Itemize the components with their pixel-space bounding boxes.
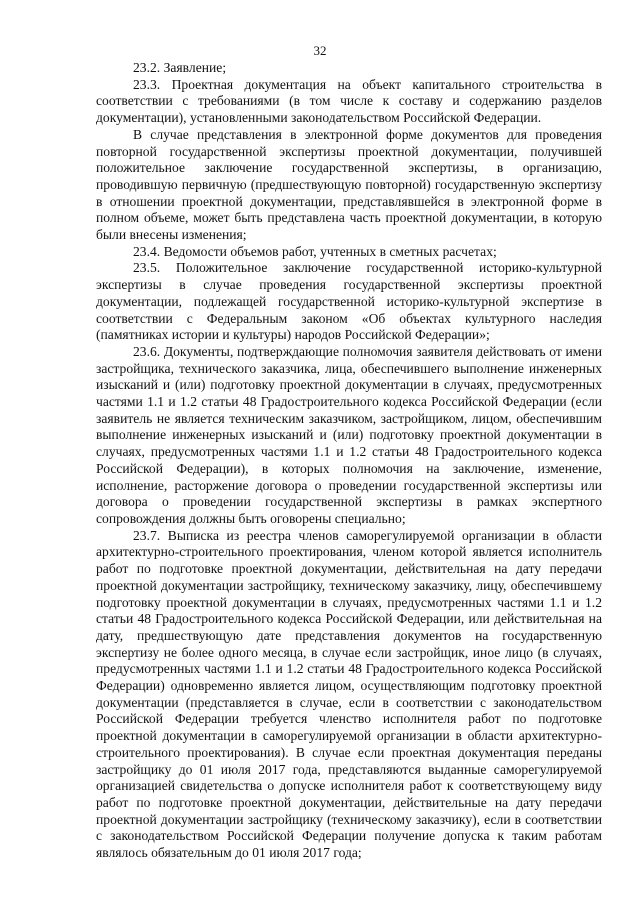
paragraph-23-2: 23.2. Заявление; xyxy=(133,60,227,75)
paragraph-23-6: 23.6. Документы, подтверждающие полномочия заявителя действовать от имени застройщика, технического заказчика, лица, обеспечившего выполнение инженерных изысканий и (или) подготовку проектной документации в случаях, предусмотренных частями 1.1 и 1.2 статьи 48 Градостроительного кодекса Российской Федерации (если заявитель не является техническим заказчиком, застройщиком, лицом, обеспечившим выполнение инженерных изысканий и (или) подготовку проектной документации в случаях, предусмотренных частями 1.1 и 1.2 статьи 48 Градостроительного кодекса Российской Федерации), в которых полномочия на заключение, изменение, исполнение, расторжение договора о проведении государственной экспертизы или договора о проведении государственной экспертизы в рамках экспертного сопровождения должны быть оговорены специально; xyxy=(96,343,602,526)
document-body xyxy=(96,60,602,862)
paragraph-23-3: 23.3. Проектная документация на объект капитального строительства в соответствии с требованиями (в том числе к составу и содержанию разделов документации), установленными законодательством Российской Федерации. xyxy=(96,76,602,126)
page-number: 32 xyxy=(313,43,327,58)
paragraph-23-5: 23.5. Положительное заключение государственной историко-культурной экспертизы в случае проведения государственной экспертизы проектной документации, подлежащей государственной историко-культурной экспертизе в соответствии с Федеральным законом «Об объектах культурного наследия (памятниках истории и культуры) народов Российской Федерации»; xyxy=(96,260,602,343)
paragraph-23-4: 23.4. Ведомости объемов работ, учтенных в сметных расчетах; xyxy=(133,243,497,259)
paragraph-23-7: 23.7. Выписка из реестра членов саморегулируемой организации в области архитектурно-строительного проектирования, членом которой является исполнитель работ по подготовке проектной документации, действительная на дату передачи проектной документации застройщику, техническому заказчику, лицу, обеспечившему подготовку проектной документации в случаях, предусмотренных частями 1.1 и 1.2 статьи 48 Градостроительного кодекса Российской Федерации, или действительная на дату, предшествующую дате представления документов на государственную экспертизу не более одного месяца, в случае если застройщик, иное лицо (в случаях, предусмотренных частями 1.1 и 1.2 статьи 48 Градостроительного кодекса Российской Федерации) одновременно является лицом, осуществляющим подготовку проектной документации (представляется в случае, если в соответствии с законодательством Российской Федерации требуется членство исполнителя работ по подготовке проектной документации в саморегулируемой организации в области архитектурно-строительного проектирования). В случае если проектная документация переданы застройщику до 01 июля 2017 года, представляются выданные саморегулируемой организацией свидетельства о допуске исполнителя работ к соответствующему виду работ по подготовке проектной документации, действительные на дату передачи проектной документации застройщику (техническому заказчику), если в соответствии с законодательством Российской Федерации получение допуска к таким работам являлось обязательным до 01 июля 2017 года; xyxy=(96,527,602,861)
paragraph-electronic-submission: В случае представления в электронной форме документов для проведения повторной государственной экспертизы проектной документации, получившей положительное заключение государственной экспертизы, в организацию, проводившую первичную (предшествующую повторной) государственную экспертизу в отношении проектной документации, представлявшейся в электронной форме в полном объеме, может быть представлена часть проектной документации, в которую были внесены изменения; xyxy=(96,126,602,243)
